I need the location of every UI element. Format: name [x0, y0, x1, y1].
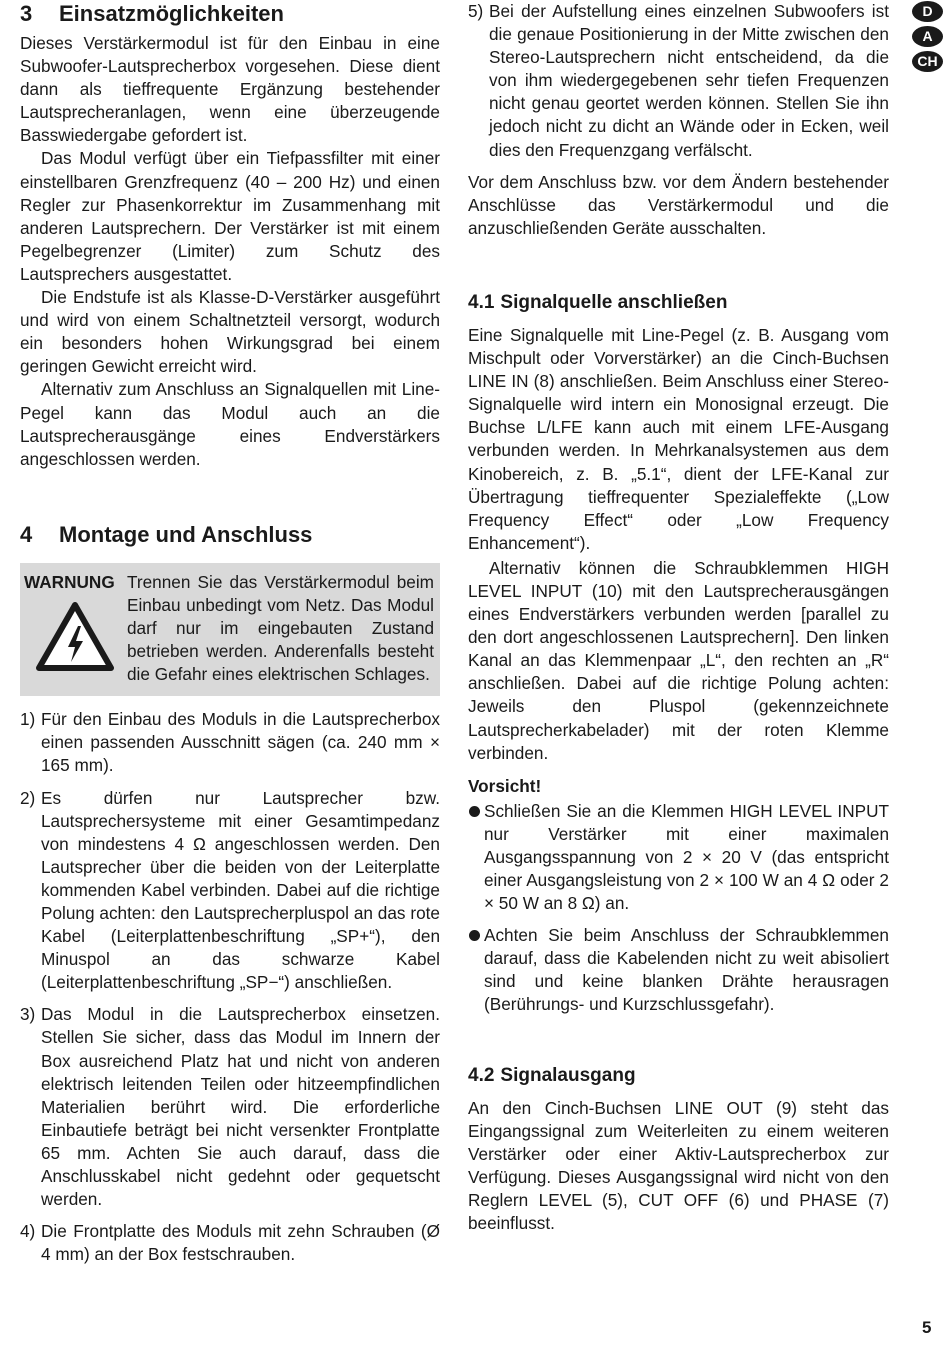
language-tabs [912, 1, 944, 76]
bullet-text: Schließen Sie an die Klemmen HIGH LEVEL INPUT nur Verstärker mit einer maximalen Ausgangsspannung von 2 × 20 V (das entspricht einer Ausgangsleistung von 2 × 100 W an 4 Ω oder 2 × 50 W an 8 Ω) an. [484, 800, 889, 914]
section-4-2-number: 4.2 [468, 1064, 495, 1086]
section-3-heading [20, 0, 440, 28]
switch-off-note: Vor dem Anschluss bzw. vor dem Ändern bestehender Anschlüsse das Verstärkermodul und die anzuschließenden Geräte ausschalten. [468, 171, 889, 238]
step-number: 2) [20, 787, 36, 808]
bullet-text: Achten Sie beim Anschluss der Schraubklemmen darauf, dass die Kabelenden nicht zu weit abisoliert sind und keine blanken Drähte herausragen (Berührungs- und Kurzschlussgefahr). [484, 925, 889, 1015]
installation-steps-continued [468, 0, 889, 162]
right-column [468, 0, 889, 1235]
language-tab-ch: CH [912, 51, 943, 72]
step-number: 1) [20, 709, 36, 730]
step-number: 3) [20, 1004, 36, 1025]
step-number: 4) [20, 1221, 36, 1242]
page-number: 5 [922, 1318, 932, 1337]
section-3-paragraph-4: Alternativ zum Anschluss an Signalquellen mit Line-Pegel kann das Modul auch an die Lautsprecherausgänge eines Endverstärkers angeschlossen werden. [20, 379, 440, 469]
section-4-title: Montage und Anschluss [59, 521, 313, 547]
high-voltage-warning-icon [36, 602, 114, 672]
section-4-1-title: Signalquelle anschließen [500, 291, 728, 313]
list-item [20, 1220, 440, 1266]
section-3-title: Einsatzmöglichkeiten [59, 1, 284, 26]
list-item [20, 1003, 440, 1211]
bullet-icon [468, 924, 484, 1016]
caution-label: Vorsicht! [468, 775, 542, 796]
section-4-1-paragraph-2: Alternativ können die Schraubklemmen HIGH LEVEL INPUT (10) mit den Lautsprecherausgängen eines Endverstärkers verbunden werden [parallel zu den dort angeschlossenen Lautsprechern]. Den linken Kanal an das Klemmenpaar „L“, den rechten an „R“ anschließen. Dabei auf die richtige Polung achten: Jeweils den Pluspol (gekennzeichnete Lautsprecherkabelader) mit der roten Klemme verbinden. [468, 557, 889, 763]
section-4-2-heading [468, 1063, 889, 1089]
language-tab-a: A [912, 26, 943, 47]
warning-text: Trennen Sie das Verstärkermodul beim Einbau unbedingt vom Netz. Das Modul darf nur im eingebauten Zustand betrieben werden. Anderenfalls besteht die Gefahr eines elektrischen Schlages. [127, 571, 434, 685]
list-item [468, 800, 889, 915]
language-tab-d: D [912, 1, 943, 22]
section-3-number: 3 [20, 1, 33, 26]
step-number: 5) [468, 1, 484, 21]
section-4-1-paragraph-1: Eine Signalquelle mit Line-Pegel (z. B. Ausgang vom Mischpult oder Vorverstärker) an die Cinch-Buchsen LINE IN (8) anschließen. Beim Anschluss einer Stereo-Signalquelle wird intern ein Monosignal erzeugt. Die Buchse L/LFE kann auch mit einem LFE-Ausgang verbunden werden. In Mehrkanalsystemen aus dem Kinobereich, z. B. „5.1“, dient der LFE-Kanal zur Übertragung tieffrequenter Spezialeffekte („Low Frequency Effect“ oder „Low Frequency Enhancement“). [468, 324, 889, 553]
installation-steps [20, 708, 440, 1266]
step-text: Für den Einbau des Moduls in die Lautsprecherbox einen passenden Ausschnitt sägen (ca. 240 mm × 165 mm). [41, 709, 440, 776]
list-item [468, 0, 889, 162]
section-4-2-paragraph: An den Cinch-Buchsen LINE OUT (9) steht das Eingangssignal zum Weiterleiten zu einem weiteren Verstärker oder einer Aktiv-Lautsprecherbox zur Verfügung. Dieses Ausgangssignal wird nicht von den Reglern LEVEL (5), CUT OFF (6) und PHASE (7) beeinflusst. [468, 1097, 889, 1234]
section-3-paragraph-1: Dieses Verstärkermodul ist für den Einbau in eine Subwoofer-Lautsprecherbox vorgesehen. Diese dient dann als tieffrequente Ergänzung bestehender Lautsprecheranlagen, wenn eine überzeugende Basswiedergabe gefordert ist. [20, 33, 440, 146]
section-4-heading [20, 521, 440, 549]
bullet-icon [468, 800, 484, 915]
list-item [468, 924, 889, 1016]
section-4-number: 4 [20, 521, 33, 547]
list-item [20, 787, 440, 995]
warning-label: WARNUNG [24, 571, 115, 592]
left-column [20, 0, 440, 1275]
step-text: Es dürfen nur Lautsprecher bzw. Lautsprechersysteme mit einer Gesamtimpedanz von mindestens 4 Ω angeschlossen werden. Den Lautsprecher über die beiden von der Leiterplatte kommenden Kabel verbinden. Dabei auf die richtige Polung achten: den Lautsprecherpluspol an das rote Kabel (Leiterplattenbeschriftung „SP+“), den Minuspol an das schwarze Kabel (Leiterplattenbeschriftung „SP−“) anschließen. [41, 787, 440, 993]
warning-box [20, 563, 440, 696]
step-text: Das Modul in die Lautsprecherbox einsetzen. Stellen Sie sicher, dass das Modul im Innern der Box ausreichend Platz hat und nicht von anderen elektrisch leitenden Teilen oder hitzeempfindlichen Materialien berührt wird. Die erforderliche Einbautiefe beträgt bei nicht versenkter Frontplatte 65 mm. Achten Sie auch darauf, dass die Anschlusskabel nicht gedehnt oder gequetscht werden. [41, 1004, 440, 1210]
section-4-1-number: 4.1 [468, 291, 495, 313]
section-4-2-title: Signalausgang [500, 1064, 636, 1086]
list-item [20, 708, 440, 777]
section-3-paragraph-3: Die Endstufe ist als Klasse-D-Verstärker ausgeführt und wird von einem Schaltnetzteil versorgt, wodurch ein besonders hohen Wirkungsgrad bei einem geringen Gewicht erreicht wird. [20, 287, 440, 377]
section-4-1-heading [468, 290, 889, 316]
step-text: Bei der Aufstellung eines einzelnen Subwoofers ist die genaue Positionierung in der Mitte zwischen den Stereo-Lautsprechern nicht entscheidend, da die von ihm wiedergegebenen sehr tiefen Frequenzen nicht genau geortet werden können. Stellen Sie ihn jedoch nicht zu dicht an Wände oder in Ecken, weil dies den Frequenzgang verfälscht. [489, 1, 889, 160]
step-text: Die Frontplatte des Moduls mit zehn Schrauben (Ø 4 mm) an der Box festschrauben. [41, 1221, 440, 1265]
section-3-paragraph-2: Das Modul verfügt über ein Tiefpassfilter mit einer einstellbaren Grenzfrequenz (40 – 200 Hz) und einen Regler zur Phasenkorrektur im Zusammenhang mit anderen Lautsprechern. Der Verstärker ist mit einem Pegelbegrenzer (Limiter) zum Schutz des Lautsprechers ausgestattet. [20, 148, 440, 284]
